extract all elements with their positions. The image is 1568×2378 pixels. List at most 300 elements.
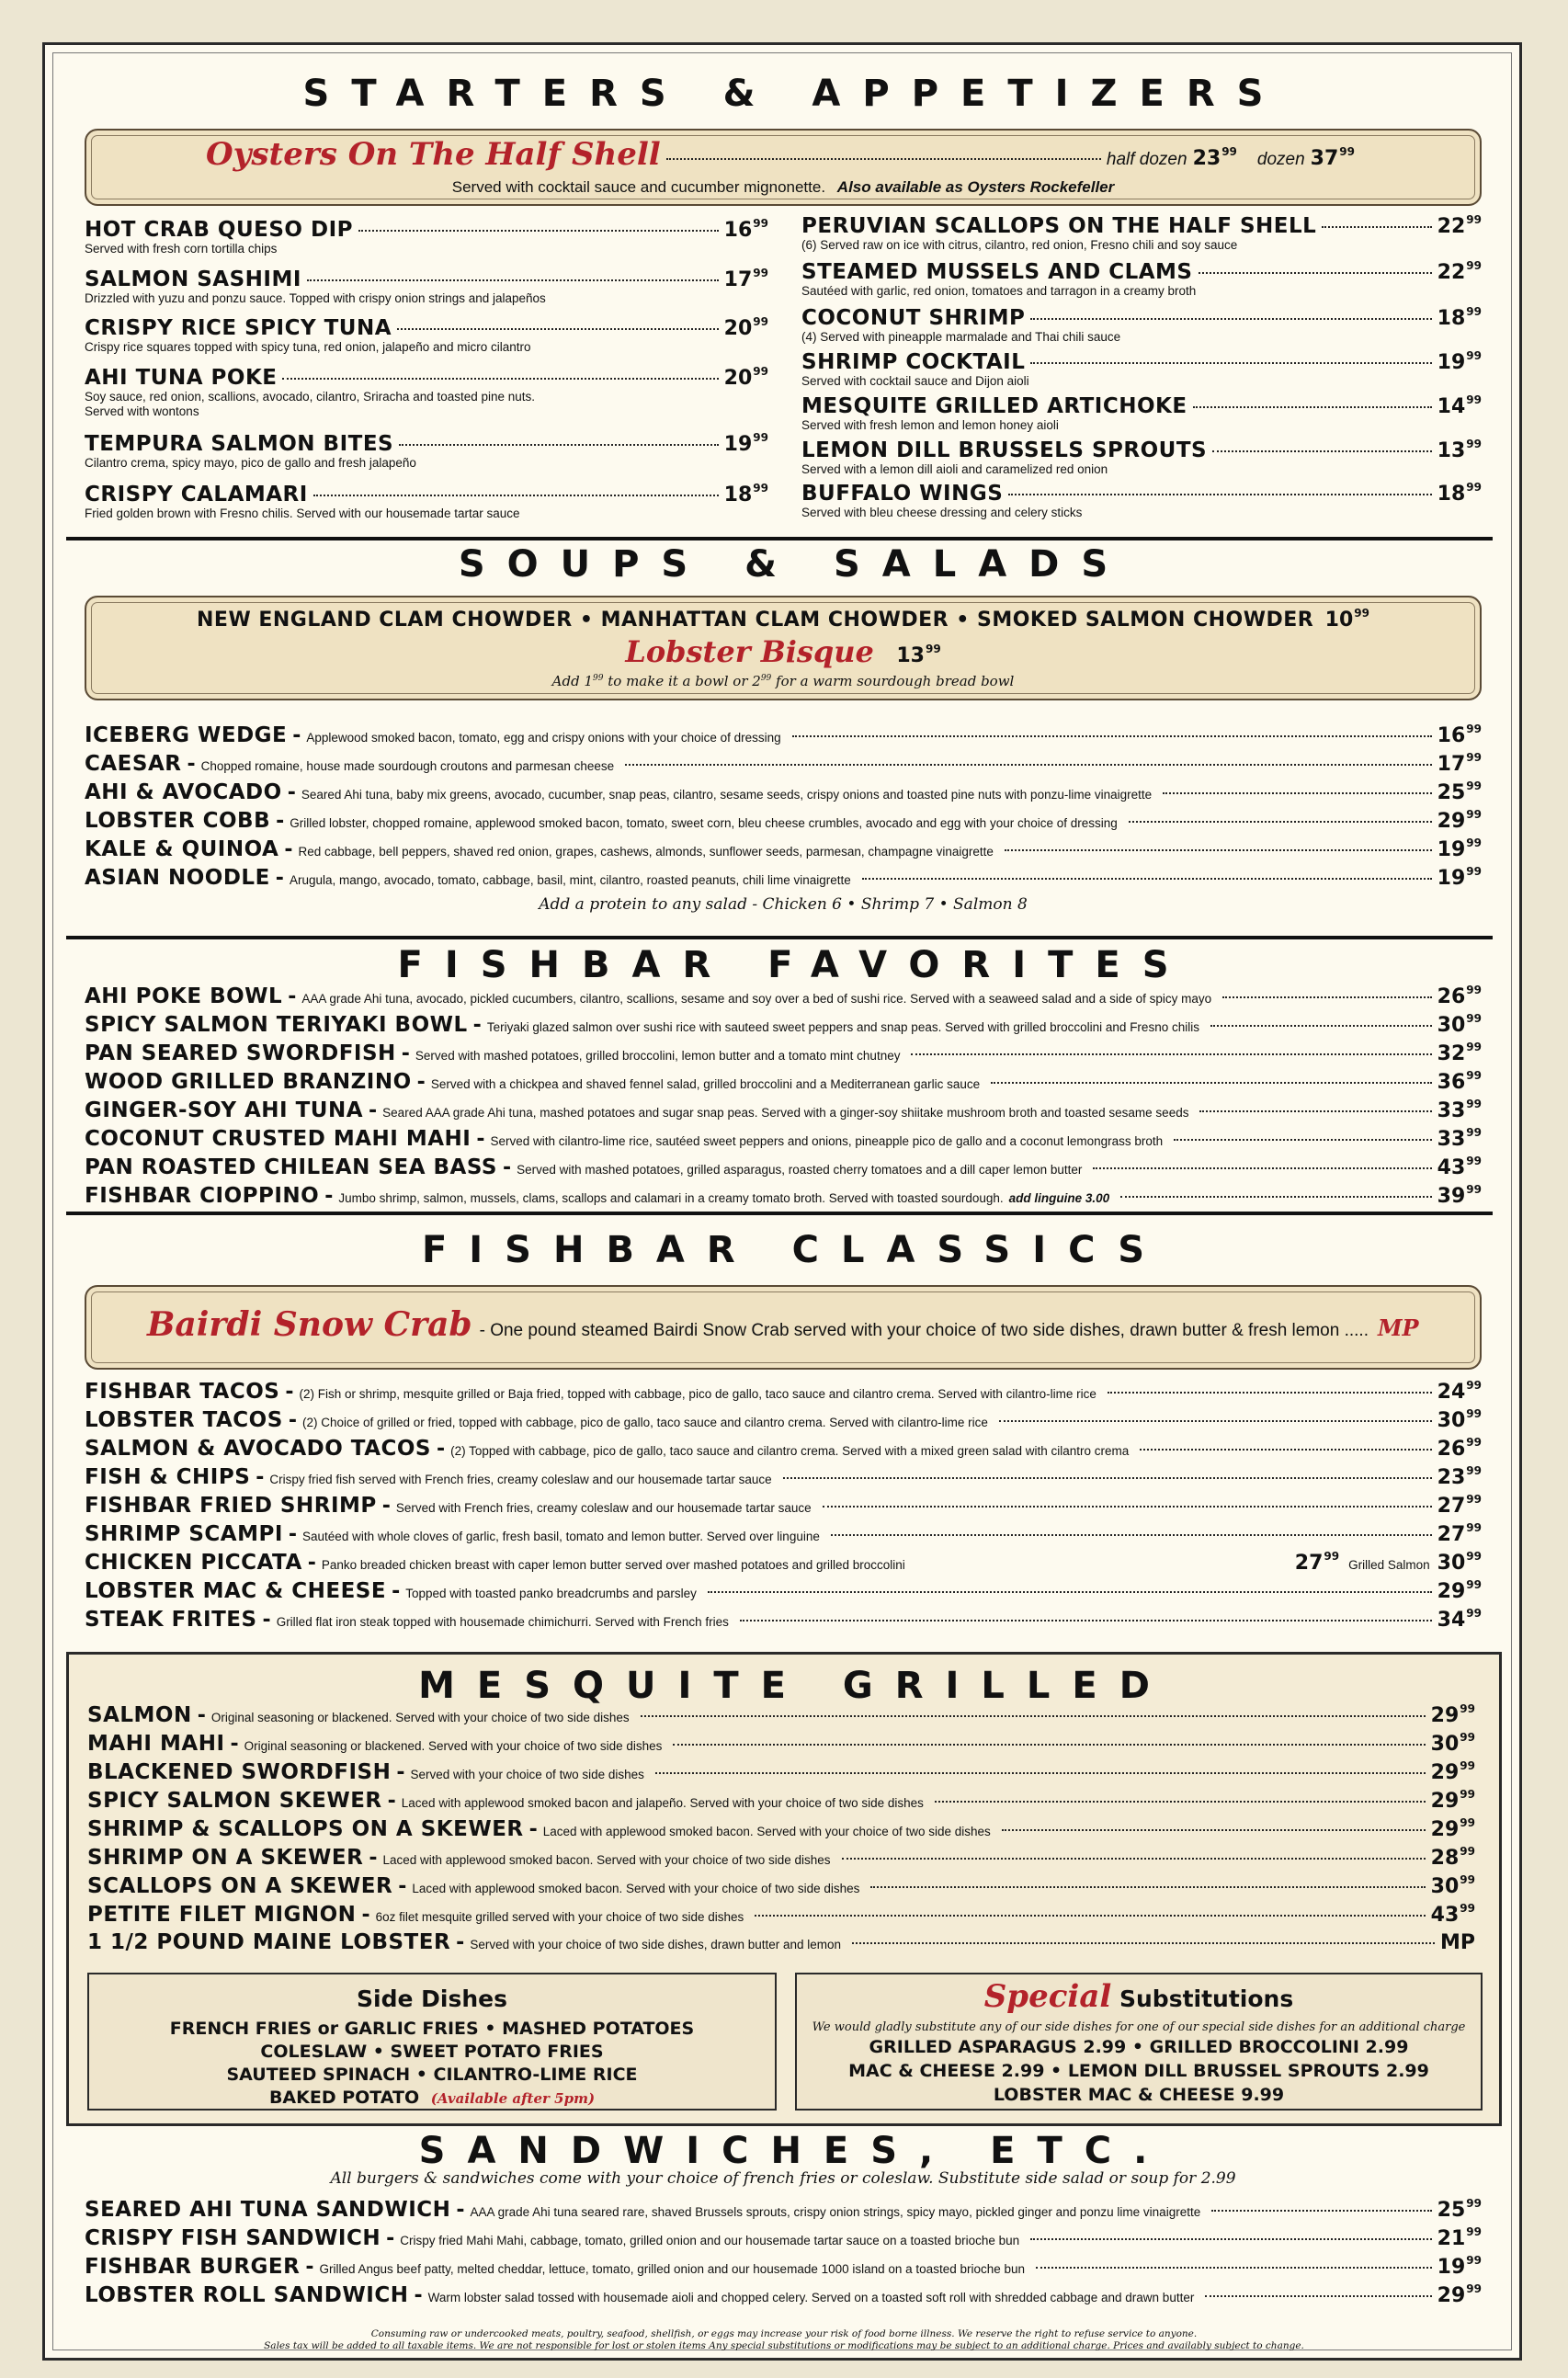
item-name: SALMON [87,1703,192,1727]
dot-leader [1199,272,1432,274]
item-alt-price: $27^{99}$ [1294,1550,1340,1575]
item-dash: - [392,1580,401,1603]
item-dash: - [288,1523,298,1546]
item-extra: add linguine 3.00 [1008,1191,1110,1205]
item-price: $30^{99}$ [1437,1012,1482,1037]
menu-item [801,305,1482,330]
item-desc: Original seasoning or blackened. Served with your choice of two side dishes [210,1711,630,1724]
item-name: SEARED AHI TUNA SANDWICH [85,2198,451,2222]
item-name: COCONUT CRUSTED MAHI MAHI [85,1127,472,1151]
chowder-banner [85,596,1482,700]
item-dash: - [369,1099,378,1122]
dot-leader [823,1506,1432,1508]
item-price: $30^{99}$ [1437,1407,1482,1432]
menu-item [85,751,1482,776]
item-desc: Arugula, mango, avocado, tomato, cabbage, basil, mint, cilantro, roasted peanuts, chili lime vinaigrette [289,873,851,887]
item-desc: Laced with applewood smoked bacon. Served with your choice of two side dishes [382,1853,831,1867]
item-price: $30^{99}$ [1430,1873,1475,1898]
dot-leader [282,378,718,380]
item-name: LOBSTER ROLL SANDWICH [85,2283,409,2307]
dot-leader [399,444,719,446]
menu-item [801,481,1482,506]
item-desc: Grilled Angus beef patty, melted cheddar, lettuce, tomato, grilled onion and our housemade 1000 island on a toasted brioche bun [319,2262,1026,2276]
menu-item [801,438,1482,462]
item-name: KALE & QUINOA [85,837,279,861]
menu-item [801,213,1482,238]
dot-leader [1199,1110,1431,1112]
item-name: FISH & CHIPS [85,1465,251,1489]
item-name: PAN SEARED SWORDFISH [85,1041,396,1065]
item-desc: Warm lobster salad tossed with housemade aioli and chopped celery. Served on a toasted soft roll with shredded cabbage and drawn butter [427,2291,1195,2304]
dot-leader [307,279,719,281]
item-name: SCALLOPS ON A SKEWER [87,1874,393,1898]
item-dash: - [472,1014,482,1037]
dot-leader [862,878,1432,880]
item-dash: - [398,1875,407,1898]
snow-crab-line [147,1305,1419,1344]
bisque-price: $13^{99}$ [896,643,941,667]
item-price: $43^{99}$ [1430,1902,1475,1927]
dot-leader [1211,2210,1431,2212]
item-name: PERUVIAN SCALLOPS ON THE HALF SHELL [801,214,1317,238]
mesquite-grilled-box [66,1652,1502,2126]
item-price: $19^{99}$ [723,431,768,456]
item-name: MESQUITE GRILLED ARTICHOKE [801,394,1187,418]
item-dash: - [502,1156,512,1179]
item-name: SALMON & AVOCADO TACOS [85,1437,432,1461]
menu-item [87,1873,1475,1898]
section-title-sandwiches: SANDWICHES, ETC. [418,2130,1170,2172]
menu-item [85,1041,1482,1065]
item-name: CRISPY FISH SANDWICH [85,2226,381,2250]
item-name: FISHBAR FRIED SHRIMP [85,1494,377,1518]
dot-leader [1140,1449,1431,1451]
menu-item [87,1845,1475,1870]
dot-leader [870,1886,1425,1888]
dot-leader [1008,494,1431,495]
menu-item [87,1816,1475,1841]
item-desc: Served with cilantro-lime rice, sautéed sweet peppers and onions, pineapple pico de gallo and a coconut lemongrass broth [490,1134,1164,1148]
item-price: $25^{99}$ [1437,2197,1482,2222]
item-desc: (2) Fish or shrimp, mesquite grilled or Baja fried, topped with cabbage, pico de gallo, taco sauce and cilantro crema. Served with cilantro-lime rice [299,1387,1096,1401]
item-price: $19^{99}$ [1437,349,1482,374]
section-title-soups: SOUPS & SALADS [458,543,1131,586]
item-name: HOT CRAB QUESO DIP [85,218,353,242]
menu-item [85,1550,1482,1575]
item-name: 1 1/2 POUND MAINE LOBSTER [87,1930,451,1954]
item-price: $21^{99}$ [1437,2225,1482,2250]
item-price: $33^{99}$ [1437,1126,1482,1151]
item-desc: Served with a lemon dill aioli and caramelized red onion [801,462,1108,476]
item-price: $29^{99}$ [1437,2282,1482,2307]
menu-item [801,349,1482,374]
menu-item [85,1379,1482,1404]
item-price: $27^{99}$ [1437,1521,1482,1546]
item-price: $29^{99}$ [1430,1702,1475,1727]
dot-leader [852,1942,1435,1944]
item-dash: - [386,2227,395,2250]
dot-leader [1005,849,1432,851]
item-price: $29^{99}$ [1430,1788,1475,1813]
item-desc: Sautéed with whole cloves of garlic, fresh basil, tomato and lemon butter. Served over linguine [302,1530,820,1543]
item-desc: (2) Topped with cabbage, pico de gallo, taco sauce and cilantro crema. Served with a mixed green salad with cilantro crema [450,1444,1130,1458]
dot-leader [666,158,1101,160]
item-desc: Chopped romaine, house made sourdough croutons and parmesan cheese [200,759,615,773]
menu-item [85,1098,1482,1122]
item-desc: Served with your choice of two side dishes, drawn butter and lemon [470,1938,842,1951]
dot-leader [999,1420,1432,1422]
item-price: MP [1439,1931,1475,1954]
side-dishes-line: FRENCH FRIES or GARLIC FRIES • MASHED POTATOES [169,2019,695,2039]
item-price: $39^{99}$ [1437,1183,1482,1208]
item-dash: - [369,1847,378,1870]
item-name: FISHBAR CIOPPINO [85,1184,320,1208]
dot-leader [1129,821,1432,823]
section-divider [66,936,1493,939]
item-desc: Drizzled with yuzu and ponzu sauce. Topped with crispy onion strings and jalapeños [85,291,546,305]
chowder-price: $10^{99}$ [1324,607,1369,631]
side-dishes-title: Side Dishes [357,1985,507,2012]
item-name: BUFFALO WINGS [801,482,1004,506]
dot-leader [708,1591,1432,1593]
menu-item [85,1493,1482,1518]
item-desc: (2) Choice of grilled or fried, topped with cabbage, pico de gallo, taco sauce and cilantro crema. Served with cilantro-lime rice [301,1416,988,1429]
item-desc: Laced with applewood smoked bacon. Served with your choice of two side dishes [412,1882,860,1895]
dot-leader [1163,792,1432,794]
menu-item [87,1930,1475,1954]
chowder-line [86,607,1480,631]
section-title-classics: FISHBAR CLASSICS [421,1229,1167,1271]
item-desc: Seared AAA grade Ahi tuna, mashed potatoes and sugar snap peas. Served with a ginger-soy shiitake mushroom broth and toasted sesame seeds [382,1106,1189,1120]
dot-leader [358,230,719,232]
item-price: $36^{99}$ [1437,1069,1482,1094]
item-desc: Laced with applewood smoked bacon and jalapeño. Served with your choice of two side dishes [401,1796,924,1810]
bisque-title: Lobster Bisque [625,634,874,669]
menu-item [85,2197,1482,2222]
item-name: FISHBAR TACOS [85,1380,280,1404]
oysters-half-price: $23^{99}$ [1192,145,1237,170]
item-dash: - [456,1931,465,1954]
dot-leader [1120,1196,1431,1198]
footer-disclaimer [0,2328,1568,2352]
item-name: CRISPY CALAMARI [85,483,308,506]
item-desc: Laced with applewood smoked bacon. Served with your choice of two side dishes [542,1825,991,1838]
item-desc: (4) Served with pineapple marmalade and Thai chili sauce [801,330,1121,344]
substitutions-note: We would gladly substitute any of our side dishes for one of our special side dishes for an additional charge [812,2020,1466,2034]
item-dash: - [528,1818,538,1841]
item-price: $18^{99}$ [1437,305,1482,330]
item-desc: AAA grade Ahi tuna, avocado, pickled cucumbers, cilantro, scallions, sesame and soy over a bed of sushi rice. Served with a seaweed salad and a side of spicy mayo [301,992,1212,1006]
item-desc: Served with your choice of two side dishes [410,1768,644,1781]
item-desc: Crispy rice squares topped with spicy tuna, red onion, jalapeño and micro cilantro [85,340,531,354]
item-dash: - [387,1790,396,1813]
dot-leader [313,495,719,496]
snow-crab-price: MP [1377,1314,1419,1341]
item-price: $29^{99}$ [1437,1578,1482,1603]
menu-item [87,1731,1475,1756]
menu-item [85,365,768,390]
item-desc: Teriyaki glazed salmon over sushi rice with sauteed sweet peppers and snap peas. Served with grilled broccolini and Fresno chilis [486,1020,1199,1034]
item-name: AHI & AVOCADO [85,780,282,804]
item-name: GINGER-SOY AHI TUNA [85,1098,364,1122]
item-desc: Served with bleu cheese dressing and celery sticks [801,506,1083,519]
item-name: AHI TUNA POKE [85,366,278,390]
menu-item [85,431,768,456]
menu-item [85,836,1482,861]
item-desc: Panko breaded chicken breast with caper lemon butter served over mashed potatoes and grilled broccolini [321,1558,905,1572]
menu-item [85,1436,1482,1461]
dot-leader [1093,1167,1431,1169]
oysters-half-label: half dozen [1106,150,1187,169]
item-dash: - [288,985,297,1008]
item-name: ASIAN NOODLE [85,866,270,890]
oysters-line [206,136,1355,173]
dot-leader [792,735,1432,737]
item-name: FISHBAR BURGER [85,2255,301,2279]
section-title-favorites: FISHBAR FAVORITES [397,944,1191,986]
item-dash: - [276,810,285,833]
menu-item [85,315,768,340]
substitutions-box [795,1973,1483,2111]
menu-item [85,1012,1482,1037]
item-price: $43^{99}$ [1437,1155,1482,1179]
footer-line: Consuming raw or undercooked meats, poultry, seafood, shellfish, or eggs may increase your risk of food borne illness. We reserve the right to refuse service to anyone. [370,2328,1198,2339]
menu-item [85,808,1482,833]
item-dash: - [287,781,296,804]
item-price: $22^{99}$ [1437,213,1482,238]
item-price: $16^{99}$ [1437,723,1482,747]
item-desc: AAA grade Ahi tuna seared rare, shaved Brussels sprouts, crispy onion strings, spicy mayo, pickled ginger and ponzu lime vinaigrette [470,2205,1201,2219]
item-price: $30^{99}$ [1437,1550,1482,1575]
sandwich-note: All burgers & sandwiches come with your choice of french fries or coleslaw. Substitute side salad or soup for 2.99 [330,2169,1236,2188]
substitutions-line: MAC & CHEESE 2.99 • LEMON DILL BRUSSEL SPROUTS 2.99 [848,2061,1429,2081]
side-dishes-line: COLESLAW • SWEET POTATO FRIES [260,2042,604,2062]
item-name: LOBSTER MAC & CHEESE [85,1579,387,1603]
dot-leader [783,1477,1432,1479]
bisque-note: Add $1^{99}$ to make it a bowl or $2^{99}$ for a warm sourdough bread bowl [551,673,1015,689]
item-desc: Served with mashed potatoes, grilled asparagus, roasted cherry tomatoes and a dill caper lemon butter [517,1163,1083,1177]
dot-leader [1205,2295,1431,2297]
menu-item [801,393,1482,418]
item-desc: Fried golden brown with Fresno chilis. Served with our housemade tartar sauce [85,506,520,520]
dot-leader [911,1053,1431,1055]
item-price: $23^{99}$ [1437,1464,1482,1489]
item-name: TEMPURA SALMON BITES [85,432,394,456]
menu-item [85,1607,1482,1632]
section-title-grilled: MESQUITE GRILLED [418,1665,1172,1707]
item-price: $27^{99}$ [1437,1493,1482,1518]
snow-crab-title: Bairdi Snow Crab [147,1305,472,1344]
menu-item [85,984,1482,1008]
dot-leader [641,1715,1426,1717]
item-desc: Grilled flat iron steak topped with housemade chimichurri. Served with French fries [276,1615,729,1629]
dot-leader [755,1915,1425,1917]
item-name: SPICY SALMON SKEWER [87,1789,382,1813]
item-name: MAHI MAHI [87,1732,225,1756]
item-desc: (6) Served raw on ice with citrus, cilantro, red onion, Fresno chili and soy sauce [801,238,1238,252]
item-price: $29^{99}$ [1430,1759,1475,1784]
section-divider [66,537,1493,540]
oysters-dozen-label: dozen [1256,150,1305,169]
item-desc: Served with a chickpea and shaved fennel salad, grilled broccolini and a Mediterranean garlic sauce [430,1077,981,1091]
substitutions-line: GRILLED ASPARAGUS 2.99 • GRILLED BROCCOLINI 2.99 [869,2037,1409,2057]
item-price: $25^{99}$ [1437,779,1482,804]
item-name: PAN ROASTED CHILEAN SEA BASS [85,1155,497,1179]
item-desc: Served with wontons [85,404,199,418]
item-dash: - [414,2284,423,2307]
item-desc: Served with fresh lemon and lemon honey aioli [801,418,1059,432]
dot-leader [1193,406,1432,408]
menu-item [85,1126,1482,1151]
item-price: $32^{99}$ [1437,1041,1482,1065]
item-desc: Served with cocktail sauce and Dijon aioli [801,374,1029,388]
dot-leader [842,1858,1426,1860]
oysters-title: Oysters On The Half Shell [206,136,661,173]
item-dash: - [307,1552,316,1575]
dot-leader [1174,1139,1432,1141]
footer-line: Sales tax will be added to all taxable items. We are not responsible for lost or stolen items Any special substitutions or modifications may be subject to an additional charge. Prices and availably subject to change. [264,2340,1304,2352]
item-price: $19^{99}$ [1437,865,1482,890]
menu-item [85,779,1482,804]
menu-item [87,1702,1475,1727]
item-name: BLACKENED SWORDFISH [87,1760,392,1784]
item-name: SHRIMP ON A SKEWER [87,1846,364,1870]
menu-item [85,217,768,242]
dot-leader [1322,226,1431,228]
item-name: CRISPY RICE SPICY TUNA [85,316,392,340]
dot-leader [1036,2267,1432,2269]
substitutions-line: LOBSTER MAC & CHEESE 9.99 [993,2085,1285,2105]
dot-leader [673,1744,1425,1746]
dot-leader [1222,996,1432,998]
item-desc: Crispy fried fish served with French fries, creamy coleslaw and our housemade tartar sauce [269,1473,772,1486]
item-price: $18^{99}$ [1437,481,1482,506]
dot-leader [625,764,1432,766]
side-dishes-box [87,1973,777,2111]
menu-item [85,267,768,291]
item-price: $17^{99}$ [723,267,768,291]
item-desc: Sautéed with garlic, red onion, tomatoes and tarragon in a creamy broth [801,284,1197,298]
menu-item [801,259,1482,284]
item-desc: 6oz filet mesquite grilled served with your choice of two side dishes [375,1910,744,1924]
item-name: ICEBERG WEDGE [85,723,288,747]
item-dash: - [284,838,293,861]
item-name: LEMON DILL BRUSSELS SPROUTS [801,438,1208,462]
menu-item [87,1788,1475,1813]
item-price: $29^{99}$ [1430,1816,1475,1841]
item-name: COCONUT SHRIMP [801,306,1026,330]
item-dash: - [437,1438,446,1461]
item-name: SPICY SALMON TERIYAKI BOWL [85,1013,468,1037]
section-divider [66,1212,1493,1215]
side-dishes-line: BAKED POTATO (Available after 5pm) [268,2088,596,2108]
oysters-dozen-price: $37^{99}$ [1310,145,1355,170]
item-desc: Served with fresh corn tortilla chips [85,242,278,256]
side-dishes-line: SAUTEED SPINACH • CILANTRO-LIME RICE [226,2065,638,2085]
dot-leader [1212,450,1432,452]
item-name: SALMON SASHIMI [85,267,301,291]
menu-item [85,482,768,506]
dot-leader [655,1772,1426,1774]
menu-item [85,2225,1482,2250]
item-name: WOOD GRILLED BRANZINO [85,1070,412,1094]
item-dash: - [381,1495,391,1518]
item-dash: - [292,724,301,747]
item-price: $19^{99}$ [1437,836,1482,861]
item-dash: - [230,1733,239,1756]
dot-leader [1002,1829,1426,1831]
menu-item [85,2282,1482,2307]
item-dash: - [416,1071,426,1094]
menu-item [85,723,1482,747]
item-price: $13^{99}$ [1437,438,1482,462]
dot-leader [935,1801,1426,1803]
item-price: $19^{99}$ [1437,2254,1482,2279]
item-dash: - [456,2199,465,2222]
dot-leader [831,1534,1432,1536]
menu-item [85,1069,1482,1094]
item-price: $16^{99}$ [723,217,768,242]
item-dash: - [361,1904,370,1927]
item-desc: Topped with toasted panko breadcrumbs and parsley [405,1587,697,1600]
item-desc: Jumbo shrimp, salmon, mussels, clams, scallops and calamari in a creamy tomato broth. Served with toasted sourdough. [338,1191,1004,1205]
oysters-banner [85,129,1482,206]
dot-leader [1030,2238,1432,2240]
oysters-desc: Served with cocktail sauce and cucumber mignonette. [451,178,826,196]
item-desc: Seared Ahi tuna, baby mix greens, avocado, cucumber, snap peas, cilantro, sesame seeds, crispy onions and toasted pine nuts with ponzu-lime vinaigrette [301,788,1153,802]
item-desc: Served with French fries, creamy coleslaw and our housemade tartar sauce [395,1501,812,1515]
item-price: $30^{99}$ [1430,1731,1475,1756]
salad-protein-note: Add a protein to any salad - Chicken 6 • Shrimp 7 • Salmon 8 [539,895,1028,914]
snow-crab-banner [85,1285,1482,1370]
item-desc: Original seasoning or blackened. Served with your choice of two side dishes [244,1739,663,1753]
item-dash: - [256,1466,265,1489]
item-price: $26^{99}$ [1437,984,1482,1008]
item-price: $28^{99}$ [1430,1845,1475,1870]
item-name: CAESAR [85,752,182,776]
menu-item [85,1155,1482,1179]
section-title-starters: STARTERS & APPETIZERS [302,73,1286,115]
item-dash: - [476,1128,485,1151]
chowder-list: NEW ENGLAND CLAM CHOWDER • MANHATTAN CLAM CHOWDER • SMOKED SALMON CHOWDER [197,609,1314,631]
item-name: CHICKEN PICCATA [85,1551,302,1575]
item-dash: - [401,1042,410,1065]
item-name: SHRIMP COCKTAIL [801,350,1026,374]
item-name: PETITE FILET MIGNON [87,1903,357,1927]
item-desc: Cilantro crema, spicy mayo, pico de gallo and fresh jalapeño [85,456,416,470]
dot-leader [1210,1025,1432,1027]
dot-leader [397,328,719,330]
item-name: LOBSTER TACOS [85,1408,283,1432]
item-price: $33^{99}$ [1437,1098,1482,1122]
item-dash: - [396,1761,405,1784]
menu-item [87,1759,1475,1784]
item-name: SHRIMP SCAMPI [85,1522,283,1546]
menu-item [85,1578,1482,1603]
item-desc: Served with mashed potatoes, grilled broccolini, lemon butter and a tomato mint chutney [415,1049,901,1063]
baked-potato-note: (Available after 5pm) [430,2090,596,2107]
item-price: $17^{99}$ [1437,751,1482,776]
item-name: SHRIMP & SCALLOPS ON A SKEWER [87,1817,524,1841]
item-desc: Crispy fried Mahi Mahi, cabbage, tomato, grilled onion and our housemade tartar sauce on a toasted brioche bun [400,2234,1020,2247]
item-dash: - [285,1381,294,1404]
item-desc: Grilled lobster, chopped romaine, applewood smoked bacon, tomato, sweet corn, bleu cheese crumbles, avocado and egg with your choice of dressing [290,816,1118,830]
item-dash: - [275,867,284,890]
item-price: $26^{99}$ [1437,1436,1482,1461]
item-price: $22^{99}$ [1437,259,1482,284]
item-name: LOBSTER COBB [85,809,271,833]
item-dash: - [305,2256,314,2279]
